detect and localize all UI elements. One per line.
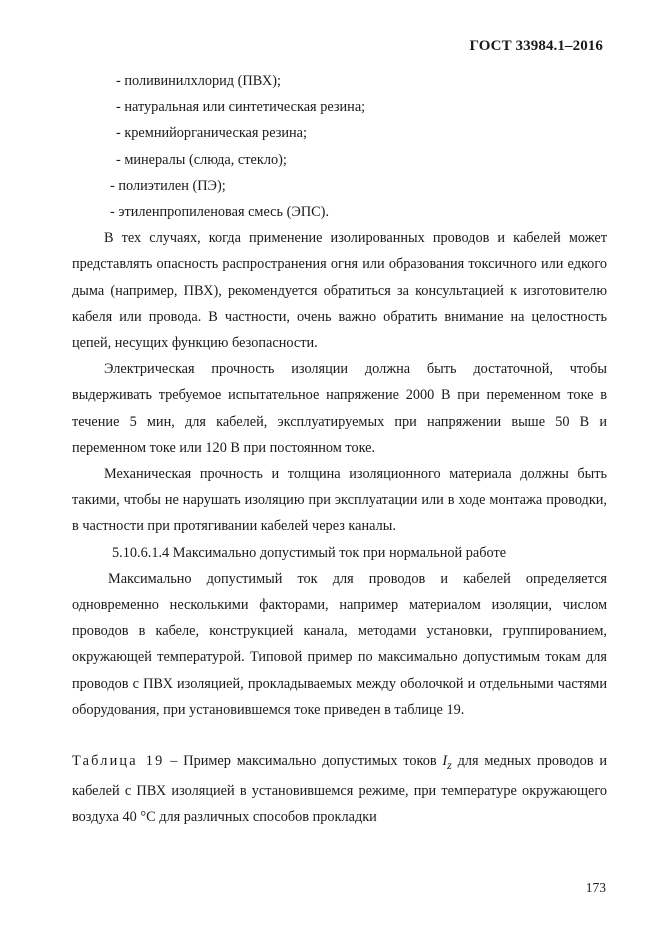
document-code-header: ГОСТ 33984.1–2016 [469, 38, 603, 54]
page-body [72, 68, 607, 831]
paragraph-dielectric-strength: Электрическая прочность изоляции должна быть достаточной, чтобы выдерживать требуемое испытательное напряжение 2000 В при переменном токе в течение 5 мин, для кабелей, эксплуатируемых при напряжении выше 50 В и переменном токе или 120 В при постоянном токе. [72, 361, 607, 456]
list-item: - натуральная или синтетическая резина; [116, 99, 366, 116]
list-item: - этиленпропиленовая смесь (ЭПС). [110, 204, 330, 221]
list-item: - кремнийорганическая резина; [116, 125, 307, 142]
list-item: - минералы (слюда, стекло); [116, 151, 287, 168]
paragraph-mechanical-strength: Механическая прочность и толщина изоляционного материала должны быть такими, чтобы не нарушать изоляцию при эксплуатации или в ходе монтажа проводки, в частности при протягивании кабелей через каналы. [72, 466, 607, 535]
list-item: - поливинилхлорид (ПВХ); [116, 73, 281, 89]
table-caption-text: – Пример максимально допустимых токов [164, 753, 443, 770]
paragraph-max-current: Максимально допустимый ток для проводов и кабелей определяется одновременно несколькими факторами, например материалом изоляции, числом проводов в кабеле, конструкцией канала, методами установки, группированием, окружающей температурой. Типовой пример по максимально допустимым токам для проводов с ПВХ изоляцией, прокладываемых между оболочкой и отдельными частями оборудования, при установившемся токе приведен в таблице 19. [72, 570, 607, 718]
table-caption-label: Таблица 19 [72, 753, 165, 770]
spacer [72, 723, 607, 748]
table-caption-text-continued: для медных проводов и кабелей с ПВХ изоляцией в установившемся режиме, при температуре окружающего воздуха 40 °С для различных способов прокладки [72, 753, 607, 826]
section-subheading: 5.10.6.1.4 Максимально допустимый ток при нормальной работе [112, 544, 507, 561]
table-caption [72, 748, 607, 830]
current-symbol-subscript: z [447, 757, 452, 772]
page-number: 173 [585, 880, 606, 895]
current-symbol: $I_z$ [442, 753, 452, 772]
list-item: - полиэтилен (ПЭ); [110, 177, 226, 194]
paragraph-fire-hazard: В тех случаях, когда применение изолированных проводов и кабелей может представлять опасность распространения огня или образования токсичного или едкого дыма (например, ПВХ), рекомендуется обратиться за консультацией к изготовителю кабеля или провода. В частности, очень важно обратить внимание на целостность цепей, несущих функцию безопасности. [72, 230, 607, 352]
